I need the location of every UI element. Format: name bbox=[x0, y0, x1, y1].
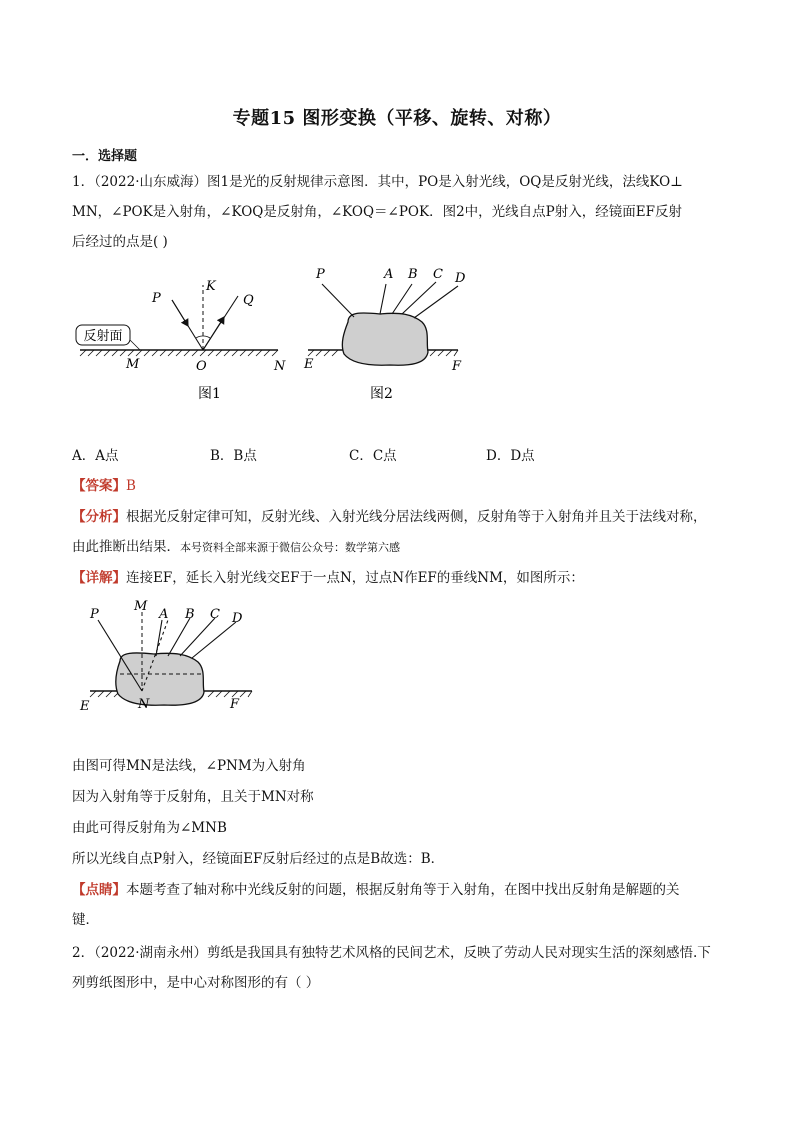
fig1-label-m: M bbox=[126, 357, 140, 372]
answer-tag: 【答案】 bbox=[72, 478, 126, 494]
section-heading: 一．选择题 bbox=[72, 149, 138, 164]
choice-c[interactable]: C．C点 bbox=[349, 448, 397, 464]
fig3-label-d: D bbox=[232, 611, 243, 626]
question-1-line-2: MN，∠POK是入射角，∠KOQ是反射角，∠KOQ＝∠POK．图2中，光线自点P射入，经镜面EF反射 bbox=[72, 204, 682, 220]
question-2-line-2: 列剪纸图形中，是中心对称图形的有（ ） bbox=[72, 975, 320, 991]
fig1-label-q: Q bbox=[243, 293, 254, 308]
fig2-caption: 图2 bbox=[370, 386, 393, 402]
fig1-label-p: P bbox=[152, 291, 161, 306]
detail-line-1 bbox=[72, 568, 584, 588]
choice-d[interactable]: D．D点 bbox=[486, 448, 535, 464]
figure-1-reflection-diagram bbox=[72, 270, 302, 405]
comment-tag: 【点睛】 bbox=[72, 882, 126, 898]
fig3-label-n: N bbox=[138, 697, 150, 712]
detail-text-1: 连接EF，延长入射光线交EF于一点N，过点N作EF的垂线NM，如图所示： bbox=[126, 570, 584, 586]
detail-tag: 【详解】 bbox=[72, 570, 126, 586]
fig1-caption: 图1 bbox=[198, 386, 221, 402]
fig2-label-d: D bbox=[455, 271, 466, 286]
fig1-label-k: K bbox=[206, 279, 216, 294]
answer-line bbox=[72, 476, 136, 496]
fig2-label-a: A bbox=[384, 267, 394, 282]
fig2-label-b: B bbox=[408, 267, 418, 282]
comment-line-1 bbox=[72, 880, 680, 900]
fig3-label-c: C bbox=[210, 607, 220, 622]
fig3-label-a: A bbox=[159, 607, 169, 622]
question-1-line-3: 后经过的点是( ) bbox=[72, 234, 168, 250]
fig3-label-m: M bbox=[134, 599, 148, 614]
fig3-label-e: E bbox=[80, 699, 90, 714]
analysis-text-2: 由此推断出结果． bbox=[72, 539, 180, 555]
fig3-label-f: F bbox=[230, 697, 240, 712]
page-title: 专题15 图形变换（平移、旋转、对称） bbox=[232, 108, 562, 129]
comment-line-2: 键． bbox=[72, 912, 99, 928]
comment-text-1: 本题考查了轴对称中光线反射的问题，根据反射角等于入射角，在图中找出反射角是解题的关 bbox=[126, 882, 680, 898]
detail-line-4: 由此可得反射角为∠MNB bbox=[72, 820, 227, 836]
fig2-label-c: C bbox=[433, 267, 443, 282]
detail-line-5: 所以光线自点P射入，经镜面EF反射后经过的点是B故选：B． bbox=[72, 851, 445, 867]
fig3-label-b: B bbox=[185, 607, 195, 622]
fig2-label-p: P bbox=[316, 267, 325, 282]
analysis-note: 本号资料全部来源于微信公众号：数学第六感 bbox=[180, 541, 400, 554]
detail-line-3: 因为入射角等于反射角，且关于MN对称 bbox=[72, 789, 314, 805]
figure-2-rock-diagram bbox=[300, 262, 490, 405]
analysis-text-1: 根据光反射定律可知，反射光线、入射光线分居法线两侧，反射角等于入射角并且关于法线对称， bbox=[126, 509, 707, 525]
analysis-line-1 bbox=[72, 507, 707, 527]
analysis-line-2 bbox=[72, 537, 400, 558]
choice-b[interactable]: B．B点 bbox=[210, 448, 257, 464]
fig1-label-o: O bbox=[196, 359, 207, 374]
fig1-label-n: N bbox=[274, 359, 286, 374]
choice-a[interactable]: A．A点 bbox=[72, 448, 119, 464]
analysis-tag: 【分析】 bbox=[72, 509, 126, 525]
fig1-mirror-label: 反射面 bbox=[83, 329, 123, 344]
question-1-line-1: 1．（2022·山东威海）图1是光的反射规律示意图．其中，PO是入射光线，OQ是反射光线，法线KO⊥ bbox=[72, 174, 683, 190]
question-2-line-1: 2．（2022·湖南永州）剪纸是我国具有独特艺术风格的民间艺术，反映了劳动人民对现实生活的深刻感悟.下 bbox=[72, 945, 711, 961]
fig3-label-p: P bbox=[90, 607, 99, 622]
detail-line-2: 由图可得MN是法线，∠PNM为入射角 bbox=[72, 758, 306, 774]
fig2-label-e: E bbox=[304, 357, 314, 372]
fig2-label-f: F bbox=[452, 359, 462, 374]
figure-3-solution-diagram bbox=[72, 596, 272, 716]
answer-value: B bbox=[126, 478, 136, 494]
